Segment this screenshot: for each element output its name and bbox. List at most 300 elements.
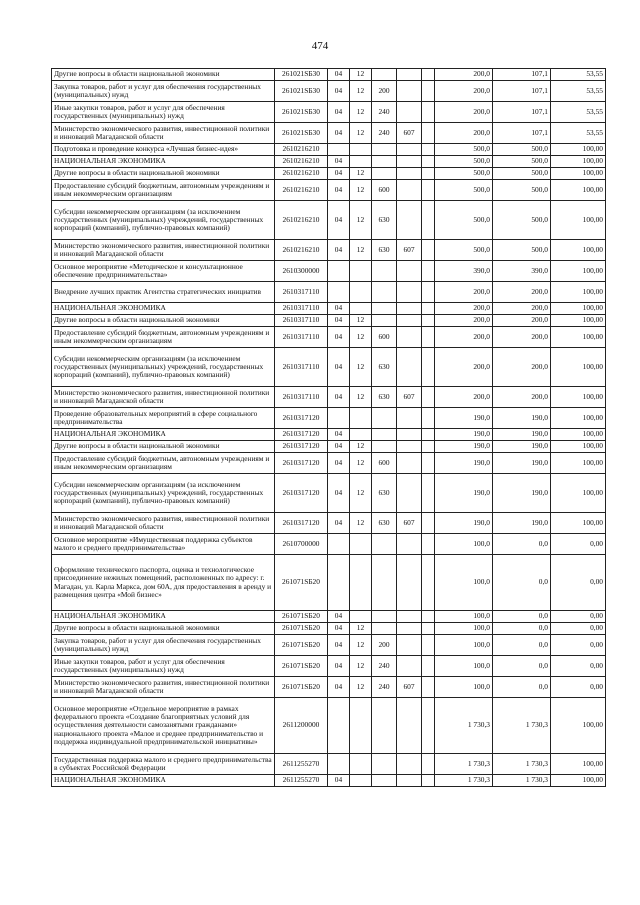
cell-code: 261071SБ20 — [275, 677, 328, 698]
cell-empty — [422, 474, 435, 513]
cell-expense-type: 240 — [372, 102, 397, 123]
cell-empty — [422, 282, 435, 303]
cell-planned: 190,0 — [435, 441, 493, 453]
cell-executed: 500,0 — [493, 240, 551, 261]
cell-subsection: 12 — [350, 168, 372, 180]
cell-subsection — [350, 775, 372, 787]
cell-expense-type: 600 — [372, 180, 397, 201]
cell-percent: 100,00 — [551, 180, 606, 201]
cell-name: Предоставление субсидий бюджетным, автономным учреждениям и иным некоммерческим организациям — [52, 453, 275, 474]
table-row — [52, 775, 606, 787]
cell-name: НАЦИОНАЛЬНАЯ ЭКОНОМИКА — [52, 156, 275, 168]
cell-name: Внедрение лучших практик Агентства стратегических инициатив — [52, 282, 275, 303]
cell-section — [328, 555, 350, 611]
cell-percent: 0,00 — [551, 611, 606, 623]
cell-code: 2611255270 — [275, 775, 328, 787]
cell-ministry-code: 607 — [397, 513, 422, 534]
cell-planned: 200,0 — [435, 69, 493, 81]
cell-planned: 100,0 — [435, 555, 493, 611]
cell-empty — [422, 635, 435, 656]
cell-percent: 100,00 — [551, 474, 606, 513]
cell-section — [328, 754, 350, 775]
cell-planned: 500,0 — [435, 168, 493, 180]
cell-ministry-code — [397, 102, 422, 123]
cell-planned: 1 730,3 — [435, 754, 493, 775]
cell-percent: 100,00 — [551, 387, 606, 408]
cell-empty — [422, 656, 435, 677]
cell-planned: 100,0 — [435, 656, 493, 677]
cell-ministry-code — [397, 656, 422, 677]
cell-executed: 0,0 — [493, 611, 551, 623]
cell-section — [328, 408, 350, 429]
cell-executed: 190,0 — [493, 441, 551, 453]
cell-section: 04 — [328, 180, 350, 201]
cell-planned: 200,0 — [435, 81, 493, 102]
cell-planned: 100,0 — [435, 677, 493, 698]
cell-code: 261021SБ30 — [275, 81, 328, 102]
cell-expense-type: 240 — [372, 123, 397, 144]
table-row — [52, 754, 606, 775]
cell-empty — [422, 534, 435, 555]
cell-planned: 200,0 — [435, 102, 493, 123]
cell-empty — [422, 623, 435, 635]
cell-executed: 500,0 — [493, 168, 551, 180]
cell-ministry-code — [397, 282, 422, 303]
cell-name: Субсидии некоммерческим организациям (за исключением государственных (муниципальных) учреждений, государственных корпораций (компаний), публично-правовых компаний) — [52, 474, 275, 513]
cell-planned: 100,0 — [435, 623, 493, 635]
cell-ministry-code — [397, 698, 422, 754]
cell-code: 2611255270 — [275, 754, 328, 775]
cell-percent: 0,00 — [551, 534, 606, 555]
cell-subsection: 12 — [350, 327, 372, 348]
cell-subsection — [350, 555, 372, 611]
cell-planned: 1 730,3 — [435, 775, 493, 787]
cell-subsection — [350, 698, 372, 754]
cell-planned: 500,0 — [435, 180, 493, 201]
cell-expense-type: 240 — [372, 677, 397, 698]
cell-planned: 200,0 — [435, 123, 493, 144]
cell-executed: 0,0 — [493, 656, 551, 677]
cell-percent: 100,00 — [551, 261, 606, 282]
cell-planned: 100,0 — [435, 635, 493, 656]
cell-empty — [422, 144, 435, 156]
cell-ministry-code — [397, 180, 422, 201]
cell-planned: 190,0 — [435, 513, 493, 534]
table-row — [52, 348, 606, 387]
cell-name: Другие вопросы в области национальной экономики — [52, 69, 275, 81]
cell-subsection — [350, 261, 372, 282]
cell-name: Министерство экономического развития, инвестиционной политики и инноваций Магаданской области — [52, 387, 275, 408]
cell-subsection: 12 — [350, 677, 372, 698]
cell-section — [328, 144, 350, 156]
cell-subsection — [350, 611, 372, 623]
cell-name: Министерство экономического развития, инвестиционной политики и инноваций Магаданской области — [52, 123, 275, 144]
cell-name: Закупка товаров, работ и услуг для обеспечения государственных (муниципальных) нужд — [52, 635, 275, 656]
cell-empty — [422, 513, 435, 534]
cell-empty — [422, 327, 435, 348]
cell-planned: 500,0 — [435, 201, 493, 240]
cell-percent: 53,55 — [551, 81, 606, 102]
cell-code: 2610216210 — [275, 240, 328, 261]
cell-section: 04 — [328, 474, 350, 513]
cell-expense-type — [372, 698, 397, 754]
table-row — [52, 240, 606, 261]
cell-executed: 200,0 — [493, 348, 551, 387]
cell-empty — [422, 387, 435, 408]
table-row — [52, 513, 606, 534]
table-row — [52, 327, 606, 348]
cell-expense-type — [372, 441, 397, 453]
cell-code: 2610317120 — [275, 429, 328, 441]
cell-percent: 100,00 — [551, 156, 606, 168]
cell-executed: 1 730,3 — [493, 775, 551, 787]
table-row — [52, 69, 606, 81]
cell-empty — [422, 348, 435, 387]
cell-name: Закупка товаров, работ и услуг для обеспечения государственных (муниципальных) нужд — [52, 81, 275, 102]
cell-code: 2610317120 — [275, 513, 328, 534]
cell-subsection: 12 — [350, 102, 372, 123]
cell-ministry-code — [397, 611, 422, 623]
cell-name: Министерство экономического развития, инвестиционной политики и инноваций Магаданской области — [52, 677, 275, 698]
cell-subsection: 12 — [350, 623, 372, 635]
cell-empty — [422, 677, 435, 698]
cell-code: 2611200000 — [275, 698, 328, 754]
cell-empty — [422, 775, 435, 787]
cell-expense-type: 630 — [372, 201, 397, 240]
cell-percent: 100,00 — [551, 303, 606, 315]
cell-section: 04 — [328, 513, 350, 534]
cell-percent: 53,55 — [551, 102, 606, 123]
table-row — [52, 144, 606, 156]
cell-planned: 190,0 — [435, 474, 493, 513]
cell-executed: 200,0 — [493, 303, 551, 315]
table-row — [52, 534, 606, 555]
cell-name: Министерство экономического развития, инвестиционной политики и инноваций Магаданской области — [52, 513, 275, 534]
cell-section — [328, 261, 350, 282]
cell-ministry-code — [397, 775, 422, 787]
table-row — [52, 635, 606, 656]
budget-execution-table — [51, 68, 606, 787]
cell-planned: 200,0 — [435, 387, 493, 408]
cell-empty — [422, 441, 435, 453]
cell-ministry-code — [397, 156, 422, 168]
cell-planned: 200,0 — [435, 303, 493, 315]
cell-section: 04 — [328, 327, 350, 348]
cell-expense-type — [372, 303, 397, 315]
cell-code: 261071SБ20 — [275, 623, 328, 635]
cell-expense-type — [372, 534, 397, 555]
cell-section: 04 — [328, 677, 350, 698]
cell-name: Предоставление субсидий бюджетным, автономным учреждениям и иным некоммерческим организациям — [52, 180, 275, 201]
cell-planned: 190,0 — [435, 453, 493, 474]
cell-planned: 190,0 — [435, 429, 493, 441]
cell-subsection: 12 — [350, 635, 372, 656]
cell-code: 261071SБ20 — [275, 656, 328, 677]
cell-executed: 190,0 — [493, 453, 551, 474]
cell-subsection — [350, 156, 372, 168]
cell-executed: 500,0 — [493, 180, 551, 201]
cell-section: 04 — [328, 775, 350, 787]
cell-percent: 100,00 — [551, 513, 606, 534]
cell-planned: 500,0 — [435, 240, 493, 261]
cell-code: 2610317110 — [275, 348, 328, 387]
cell-executed: 107,1 — [493, 123, 551, 144]
cell-expense-type: 630 — [372, 387, 397, 408]
cell-empty — [422, 81, 435, 102]
cell-subsection: 12 — [350, 69, 372, 81]
cell-executed: 500,0 — [493, 156, 551, 168]
cell-executed: 200,0 — [493, 387, 551, 408]
cell-percent: 100,00 — [551, 429, 606, 441]
cell-ministry-code — [397, 474, 422, 513]
cell-executed: 107,1 — [493, 81, 551, 102]
cell-expense-type: 630 — [372, 240, 397, 261]
cell-code: 2610317120 — [275, 453, 328, 474]
cell-subsection: 12 — [350, 123, 372, 144]
cell-percent: 100,00 — [551, 453, 606, 474]
cell-planned: 1 730,3 — [435, 698, 493, 754]
cell-code: 2610317110 — [275, 327, 328, 348]
cell-code: 261071SБ20 — [275, 555, 328, 611]
cell-name: НАЦИОНАЛЬНАЯ ЭКОНОМИКА — [52, 303, 275, 315]
cell-executed: 200,0 — [493, 327, 551, 348]
cell-code: 2610216210 — [275, 156, 328, 168]
table-row — [52, 180, 606, 201]
cell-ministry-code — [397, 754, 422, 775]
cell-percent: 100,00 — [551, 754, 606, 775]
cell-name: НАЦИОНАЛЬНАЯ ЭКОНОМИКА — [52, 611, 275, 623]
cell-name: НАЦИОНАЛЬНАЯ ЭКОНОМИКА — [52, 429, 275, 441]
cell-percent: 53,55 — [551, 69, 606, 81]
cell-executed: 0,0 — [493, 534, 551, 555]
table-row — [52, 81, 606, 102]
cell-section: 04 — [328, 303, 350, 315]
cell-expense-type: 600 — [372, 453, 397, 474]
cell-expense-type — [372, 315, 397, 327]
table-row — [52, 261, 606, 282]
cell-subsection — [350, 429, 372, 441]
cell-executed: 190,0 — [493, 513, 551, 534]
cell-empty — [422, 429, 435, 441]
cell-expense-type: 200 — [372, 81, 397, 102]
cell-ministry-code: 607 — [397, 677, 422, 698]
cell-expense-type — [372, 168, 397, 180]
cell-expense-type — [372, 156, 397, 168]
cell-code: 261071SБ20 — [275, 635, 328, 656]
cell-name: Иные закупки товаров, работ и услуг для обеспечения государственных (муниципальных) нужд — [52, 102, 275, 123]
cell-section: 04 — [328, 168, 350, 180]
cell-planned: 100,0 — [435, 611, 493, 623]
cell-ministry-code — [397, 429, 422, 441]
cell-subsection: 12 — [350, 441, 372, 453]
cell-ministry-code — [397, 144, 422, 156]
cell-percent: 100,00 — [551, 775, 606, 787]
cell-executed: 500,0 — [493, 201, 551, 240]
cell-empty — [422, 156, 435, 168]
cell-executed: 0,0 — [493, 623, 551, 635]
cell-empty — [422, 261, 435, 282]
cell-expense-type: 630 — [372, 513, 397, 534]
table-row — [52, 441, 606, 453]
table-row — [52, 677, 606, 698]
cell-executed: 107,1 — [493, 102, 551, 123]
page-number: 474 — [311, 40, 329, 52]
cell-planned: 200,0 — [435, 282, 493, 303]
cell-empty — [422, 408, 435, 429]
cell-percent: 100,00 — [551, 315, 606, 327]
cell-subsection: 12 — [350, 348, 372, 387]
cell-executed: 0,0 — [493, 677, 551, 698]
cell-code: 2610300000 — [275, 261, 328, 282]
cell-code: 2610317120 — [275, 474, 328, 513]
table-row — [52, 611, 606, 623]
cell-ministry-code: 607 — [397, 123, 422, 144]
cell-code: 2610216210 — [275, 201, 328, 240]
cell-subsection: 12 — [350, 180, 372, 201]
cell-percent: 100,00 — [551, 441, 606, 453]
cell-expense-type — [372, 429, 397, 441]
cell-subsection: 12 — [350, 201, 372, 240]
table-row — [52, 156, 606, 168]
cell-code: 2610317110 — [275, 315, 328, 327]
cell-section: 04 — [328, 69, 350, 81]
cell-executed: 190,0 — [493, 474, 551, 513]
cell-expense-type: 630 — [372, 474, 397, 513]
table-row — [52, 168, 606, 180]
table-row — [52, 282, 606, 303]
cell-expense-type: 200 — [372, 635, 397, 656]
table-row — [52, 201, 606, 240]
cell-section: 04 — [328, 611, 350, 623]
cell-empty — [422, 453, 435, 474]
cell-ministry-code — [397, 303, 422, 315]
cell-code: 2610317110 — [275, 303, 328, 315]
cell-ministry-code — [397, 69, 422, 81]
cell-empty — [422, 698, 435, 754]
cell-subsection: 12 — [350, 81, 372, 102]
cell-expense-type — [372, 282, 397, 303]
cell-planned: 200,0 — [435, 348, 493, 387]
cell-executed: 500,0 — [493, 144, 551, 156]
cell-section: 04 — [328, 635, 350, 656]
cell-subsection: 12 — [350, 474, 372, 513]
cell-expense-type: 600 — [372, 327, 397, 348]
cell-expense-type — [372, 623, 397, 635]
cell-planned: 190,0 — [435, 408, 493, 429]
cell-empty — [422, 123, 435, 144]
cell-section: 04 — [328, 441, 350, 453]
cell-code: 2610317120 — [275, 441, 328, 453]
cell-expense-type — [372, 261, 397, 282]
cell-executed: 1 730,3 — [493, 754, 551, 775]
cell-executed: 0,0 — [493, 555, 551, 611]
cell-executed: 200,0 — [493, 282, 551, 303]
cell-percent: 100,00 — [551, 144, 606, 156]
cell-ministry-code — [397, 261, 422, 282]
cell-percent: 100,00 — [551, 327, 606, 348]
cell-executed: 190,0 — [493, 429, 551, 441]
cell-ministry-code — [397, 635, 422, 656]
cell-expense-type — [372, 555, 397, 611]
cell-percent: 0,00 — [551, 555, 606, 611]
table-row — [52, 623, 606, 635]
cell-subsection — [350, 282, 372, 303]
cell-empty — [422, 611, 435, 623]
table-body — [52, 69, 606, 787]
cell-code: 2610317120 — [275, 408, 328, 429]
table-row — [52, 474, 606, 513]
cell-subsection — [350, 754, 372, 775]
cell-ministry-code — [397, 348, 422, 387]
cell-expense-type: 240 — [372, 656, 397, 677]
cell-subsection — [350, 534, 372, 555]
cell-ministry-code: 607 — [397, 387, 422, 408]
cell-percent: 100,00 — [551, 168, 606, 180]
cell-section: 04 — [328, 102, 350, 123]
table-row — [52, 387, 606, 408]
cell-percent: 100,00 — [551, 348, 606, 387]
cell-name: Государственная поддержка малого и среднего предпринимательства в субъектах Российской Федерации — [52, 754, 275, 775]
cell-subsection: 12 — [350, 387, 372, 408]
cell-code: 261021SБ30 — [275, 102, 328, 123]
cell-empty — [422, 168, 435, 180]
cell-empty — [422, 102, 435, 123]
cell-code: 261021SБ30 — [275, 123, 328, 144]
cell-name: НАЦИОНАЛЬНАЯ ЭКОНОМИКА — [52, 775, 275, 787]
cell-code: 2610317110 — [275, 282, 328, 303]
cell-executed: 107,1 — [493, 69, 551, 81]
cell-section: 04 — [328, 156, 350, 168]
cell-ministry-code — [397, 81, 422, 102]
cell-ministry-code — [397, 201, 422, 240]
cell-executed: 1 730,3 — [493, 698, 551, 754]
table-row — [52, 303, 606, 315]
cell-empty — [422, 555, 435, 611]
cell-expense-type: 630 — [372, 348, 397, 387]
cell-percent: 53,55 — [551, 123, 606, 144]
cell-ministry-code — [397, 441, 422, 453]
cell-planned: 200,0 — [435, 315, 493, 327]
cell-executed: 390,0 — [493, 261, 551, 282]
cell-name: Другие вопросы в области национальной экономики — [52, 168, 275, 180]
cell-ministry-code — [397, 327, 422, 348]
table-row — [52, 429, 606, 441]
cell-expense-type — [372, 775, 397, 787]
cell-section: 04 — [328, 240, 350, 261]
table-row — [52, 555, 606, 611]
cell-code: 261071SБ20 — [275, 611, 328, 623]
cell-executed: 190,0 — [493, 408, 551, 429]
cell-subsection — [350, 303, 372, 315]
cell-planned: 390,0 — [435, 261, 493, 282]
cell-name: Другие вопросы в области национальной экономики — [52, 441, 275, 453]
cell-ministry-code — [397, 315, 422, 327]
cell-subsection: 12 — [350, 513, 372, 534]
cell-name: Основное мероприятие «Отдельное мероприятие в рамках федерального проекта «Создание благоприятных условий для осуществления деятельности самозанятыми гражданами» национального проекта «Малое и среднее предпринимательство и поддержка индивидуальной предпринимательской инициативы» — [52, 698, 275, 754]
cell-percent: 0,00 — [551, 677, 606, 698]
cell-name: Субсидии некоммерческим организациям (за исключением государственных (муниципальных) учреждений, государственных корпораций (компаний), публично-правовых компаний) — [52, 348, 275, 387]
cell-expense-type — [372, 408, 397, 429]
cell-section: 04 — [328, 387, 350, 408]
cell-percent: 100,00 — [551, 408, 606, 429]
cell-ministry-code — [397, 534, 422, 555]
table-row — [52, 453, 606, 474]
cell-name: Основное мероприятие «Методическое и консультационное обеспечение предпринимательства» — [52, 261, 275, 282]
cell-section: 04 — [328, 453, 350, 474]
cell-empty — [422, 69, 435, 81]
cell-section — [328, 698, 350, 754]
cell-name: Другие вопросы в области национальной экономики — [52, 623, 275, 635]
